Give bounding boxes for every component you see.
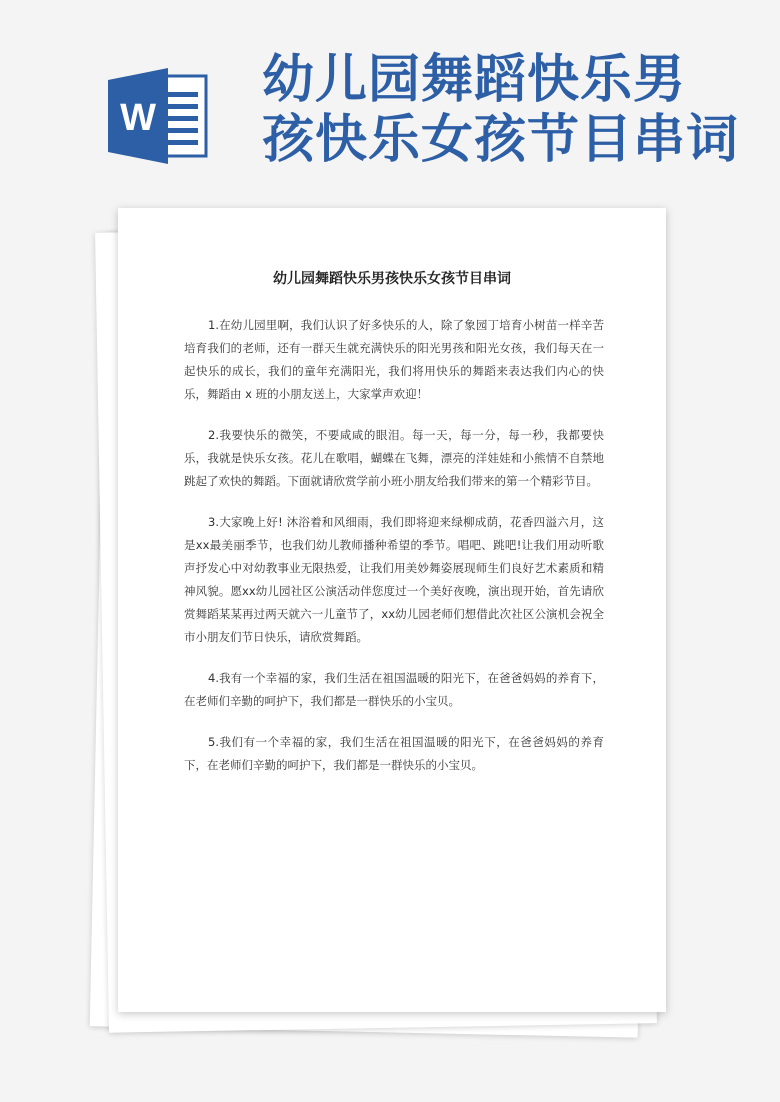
paragraph-3: 3.大家晚上好! 沐浴着和风细雨，我们即将迎来绿柳成荫，花香四溢六月，这是xx最美丽季节，也我们幼儿教师播种希望的季节。唱吧、跳吧!让我们用动听歌声抒发心中对幼教事业无限热爱，让我们用美妙舞姿展现师生们良好艺术素质和精神风貌。愿xx幼儿园社区公演活动伴您度过一个美好夜晚，演出现开始，首先请欣赏舞蹈某某再过两天就六一儿童节了，xx幼儿园老师们想借此次社区公演机会祝全市小朋友们节日快乐，请欣赏舞蹈。 [184, 515, 604, 644]
paragraph-5: 5.我们有一个幸福的家，我们生活在祖国温暖的阳光下，在爸爸妈妈的养育下，在老师们辛勤的呵护下，我们都是一群快乐的小宝贝。 [184, 735, 604, 772]
document-page [118, 208, 666, 1012]
headline-line-1: 幼儿园舞蹈快乐男 [262, 49, 687, 110]
paragraph-2: 2.我要快乐的微笑，不要咸咸的眼泪。每一天，每一分，每一秒，我都要快乐，我就是快乐女孩。花儿在歌唱，蝴蝶在飞舞，漂亮的洋娃娃和小熊情不自禁地跳起了欢快的舞蹈。下面就请欣赏学前小班小朋友给我们带来的第一个精彩节目。 [184, 428, 604, 488]
document-body [184, 314, 604, 795]
headline-line-2: 孩快乐女孩节目串词 [262, 109, 740, 170]
paragraph-4: 4.我有一个幸福的家，我们生活在祖国温暖的阳光下，在爸爸妈妈的养育下，在老师们辛勤的呵护下，我们都是一群快乐的小宝贝。 [184, 671, 604, 708]
paragraph-1: 1.在幼儿园里啊，我们认识了好多快乐的人，除了象园丁培育小树苗一样辛苦培育我们的老师，还有一群天生就充满快乐的阳光男孩和阳光女孩，我们每天在一起快乐的成长，我们的童年充满阳光，我们将用快乐的舞蹈来表达我们内心的快乐，舞蹈由 x 班的小朋友送上，大家掌声欢迎！ [184, 318, 604, 401]
word-icon [108, 68, 210, 164]
word-icon-letter: W [120, 97, 156, 139]
page-headline [262, 50, 772, 170]
document-title: 幼儿园舞蹈快乐男孩快乐女孩节目串词 [273, 271, 511, 287]
